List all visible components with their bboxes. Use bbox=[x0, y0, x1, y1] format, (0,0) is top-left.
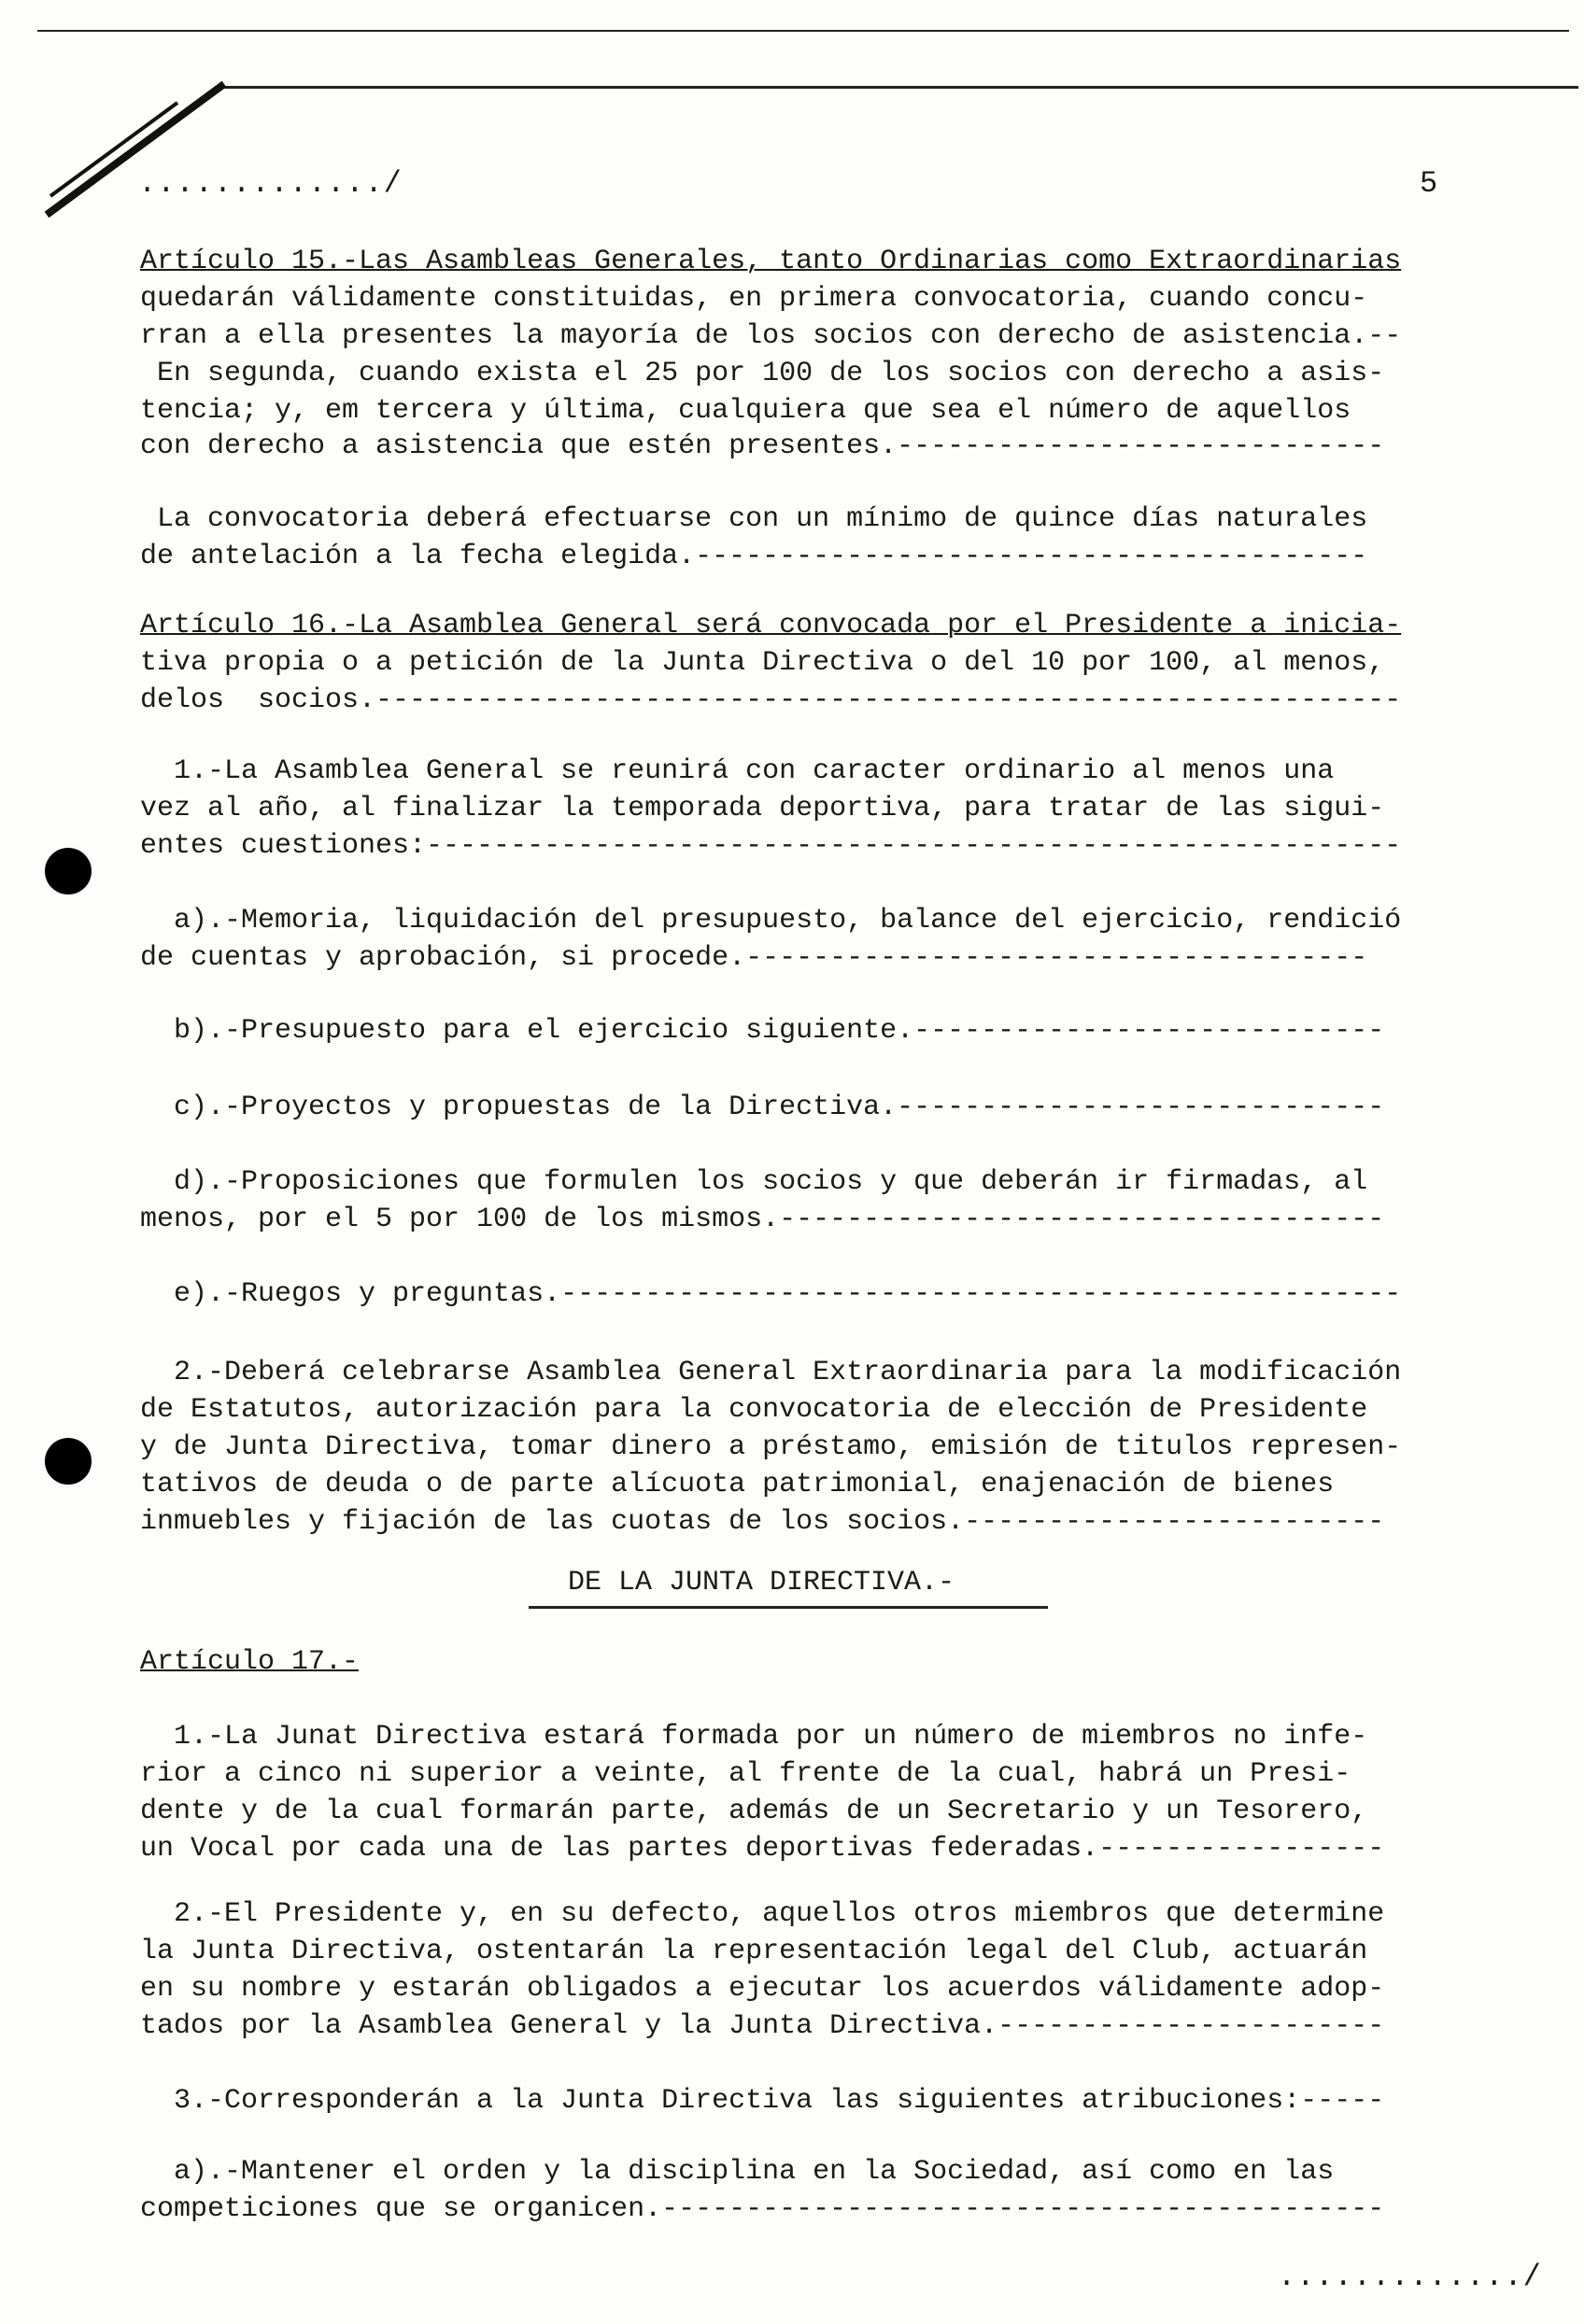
text-line: dente y de la cual formarán parte, además de un Secretario y un Tesorero, bbox=[140, 1796, 1368, 1827]
text-line: b).-Presupuesto para el ejercicio siguiente.---------------------------- bbox=[140, 1015, 1385, 1047]
text-line: de Estatutos, autorización para la convocatoria de elección de Presidente bbox=[140, 1394, 1368, 1426]
text-line: y de Junta Directiva, tomar dinero a préstamo, emisión de titulos represen- bbox=[140, 1431, 1402, 1463]
top-rule bbox=[37, 30, 1569, 32]
text-line: en su nombre y estarán obligados a ejecutar los acuerdos válidamente adop- bbox=[140, 1973, 1385, 2005]
text-line: Artículo 17.- bbox=[140, 1646, 360, 1678]
text-line: 2.-El Presidente y, en su defecto, aquellos otros miembros que determine bbox=[140, 1898, 1385, 1930]
text-line: entes cuestiones:---------------------------------------------------------- bbox=[140, 830, 1402, 862]
text-line: vez al año, al finalizar la temporada deportiva, para tratar de las sigui- bbox=[140, 793, 1385, 824]
text-line: tencia; y, em tercera y última, cualquiera que sea el número de aquellos bbox=[140, 395, 1351, 427]
text-line: tados por la Asamblea General y la Junta Directiva.----------------------- bbox=[140, 2010, 1385, 2042]
text-line: a).-Mantener el orden y la disciplina en la Sociedad, así como en las bbox=[140, 2156, 1335, 2188]
header-rule bbox=[215, 86, 1578, 89]
punch-hole bbox=[45, 848, 92, 894]
header-leader-dots: ............./ bbox=[138, 166, 403, 201]
text-line: 1.-La Asamblea General se reunirá con caracter ordinario al menos una bbox=[140, 755, 1335, 787]
text-line: c).-Proyectos y propuestas de la Directiva.----------------------------- bbox=[140, 1092, 1385, 1123]
text-line: competiciones que se organicen.------------------------------------------- bbox=[140, 2193, 1385, 2225]
text-line: inmuebles y fijación de las cuotas de los socios.------------------------- bbox=[140, 1506, 1385, 1538]
text-line: 1.-La Junat Directiva estará formada por un número de miembros no infe- bbox=[140, 1721, 1368, 1753]
text-line: un Vocal por cada una de las partes deportivas federadas.----------------- bbox=[140, 1833, 1385, 1865]
text-line: la Junta Directiva, ostentarán la representación legal del Club, actuarán bbox=[140, 1936, 1368, 1967]
text-line: de cuentas y aprobación, si procede.------------------------------------- bbox=[140, 942, 1368, 974]
text-line: quedarán válidamente constituidas, en primera convocatoria, cuando concu- bbox=[140, 283, 1368, 315]
text-line: a).-Memoria, liquidación del presupuesto, balance del ejercicio, rendició bbox=[140, 905, 1402, 937]
text-line: Artículo 15.-Las Asambleas Generales, tanto Ordinarias como Extraordinarias bbox=[140, 246, 1402, 277]
section-heading-rule bbox=[529, 1606, 1048, 1609]
text-line: La convocatoria deberá efectuarse con un mínimo de quince días naturales bbox=[140, 503, 1368, 535]
text-line: de antelación a la fecha elegida.---------------------------------------- bbox=[140, 541, 1368, 572]
text-line: tiva propia o a petición de la Junta Directiva o del 10 por 100, al menos, bbox=[140, 647, 1385, 679]
footer-leader-dots: ............./ bbox=[1278, 2260, 1542, 2294]
text-line: Artículo 16.-La Asamblea General será convocada por el Presidente a inicia- bbox=[140, 610, 1402, 641]
section-heading: DE LA JUNTA DIRECTIVA.- bbox=[568, 1567, 955, 1599]
text-line: con derecho a asistencia que estén presentes.----------------------------- bbox=[140, 430, 1385, 462]
text-line: 3.-Corresponderán a la Junta Directiva las siguientes atribuciones:----- bbox=[140, 2085, 1385, 2117]
text-line: e).-Ruegos y preguntas.-------------------------------------------------- bbox=[140, 1278, 1402, 1310]
corner-strokes bbox=[37, 75, 243, 224]
text-line: d).-Proposiciones que formulen los socios y que deberán ir firmadas, al bbox=[140, 1166, 1368, 1198]
text-line: 2.-Deberá celebrarse Asamblea General Extraordinaria para la modificación bbox=[140, 1357, 1402, 1388]
page-number: 5 bbox=[1420, 166, 1438, 201]
text-line: rran a ella presentes la mayoría de los socios con derecho de asistencia.-- bbox=[140, 320, 1402, 352]
text-line: rior a cinco ni superior a veinte, al frente de la cual, habrá un Presi- bbox=[140, 1758, 1351, 1790]
text-line: En segunda, cuando exista el 25 por 100 de los socios con derecho a asis- bbox=[140, 358, 1385, 389]
text-line: delos socios.------------------------------------------------------------- bbox=[140, 684, 1402, 716]
text-line: menos, por el 5 por 100 de los mismos.------------------------------------ bbox=[140, 1204, 1385, 1235]
punch-hole bbox=[45, 1438, 92, 1485]
text-line: tativos de deuda o de parte alícuota patrimonial, enajenación de bienes bbox=[140, 1469, 1335, 1500]
